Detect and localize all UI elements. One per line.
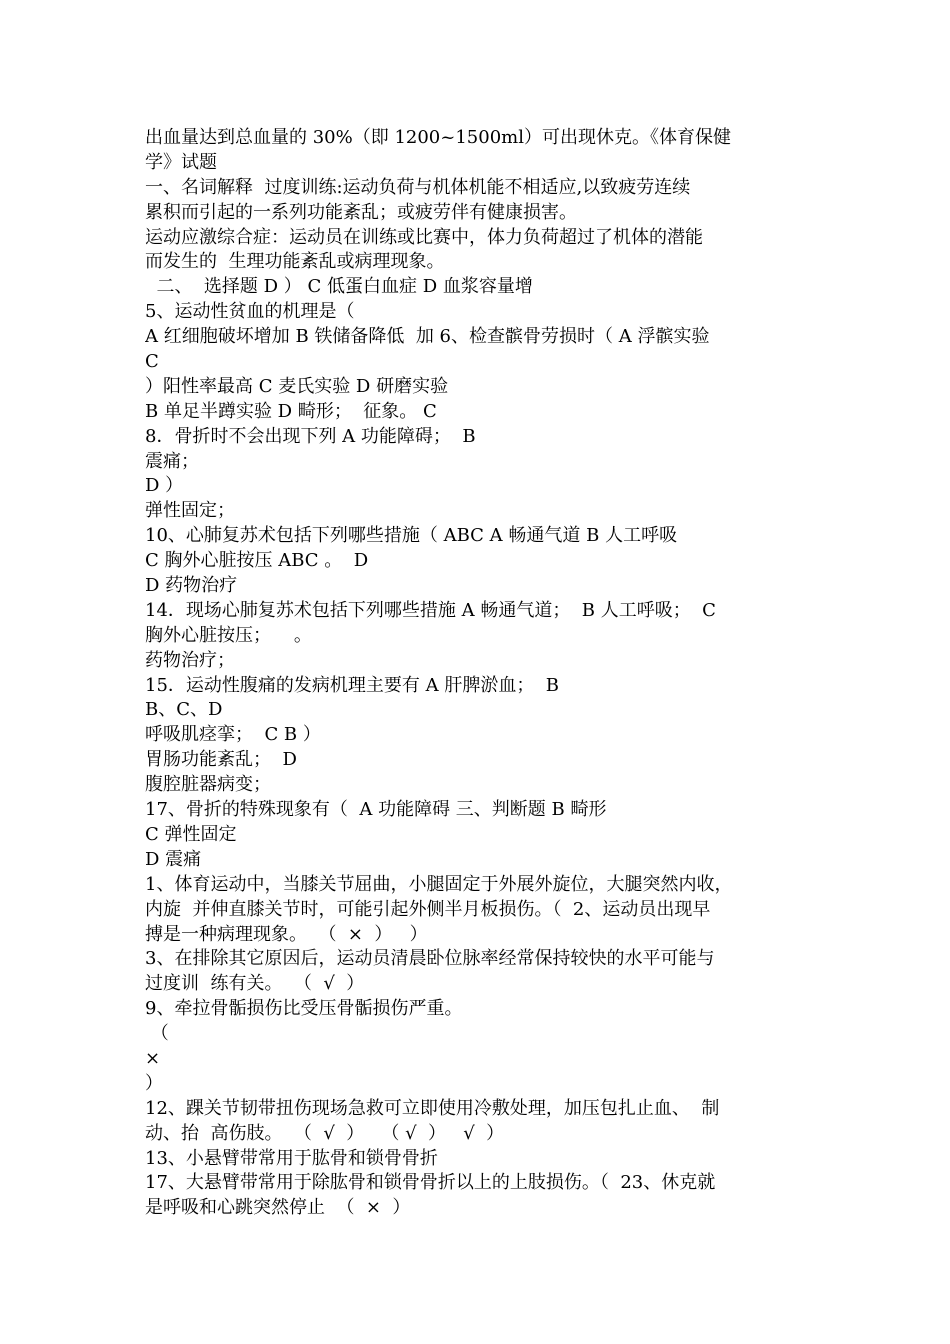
text-line: 累积而引起的一系列功能紊乱；或疲劳伴有健康损害。	[145, 201, 577, 223]
text-line: 内旋 并伸直膝关节时，可能引起外侧半月板损伤。（ 2、运动员出现早	[145, 898, 711, 920]
text-line: D 震痛	[145, 848, 202, 870]
text-line: 震痛；	[145, 450, 199, 472]
text-line: 胸外心脏按压； 。	[145, 624, 312, 646]
text-line: ）	[145, 1072, 163, 1094]
text-line: 弹性固定；	[145, 500, 235, 522]
text-line: 15．运动性腹痛的发病机理主要有 A 肝脾淤血； B	[145, 674, 560, 696]
text-line: 二、 选择题 D ） C 低蛋白血症 D 血浆容量增	[145, 276, 533, 298]
text-line: D ）	[145, 475, 184, 497]
text-line: C 胸外心脏按压 ABC 。 D	[145, 550, 369, 572]
text-line: 17、大悬臂带常用于除肱骨和锁骨骨折以上的上肢损伤。（ 23、休克就	[145, 1172, 716, 1194]
text-line: 胃肠功能紊乱； D	[145, 749, 297, 771]
text-line: 药物治疗；	[145, 649, 235, 671]
text-line: 3、在排除其它原因后，运动员清晨卧位脉率经常保持较快的水平可能与	[145, 948, 715, 970]
text-line: 是呼吸和心跳突然停止 （ × ）	[145, 1197, 411, 1219]
text-line: 呼吸肌痉挛； C B ）	[145, 724, 321, 746]
text-line: 腹腔脏器病变；	[145, 774, 271, 796]
text-line: 一、名词解释 过度训练:运动负荷与机体机能不相适应,以致疲劳连续	[145, 176, 691, 198]
text-line: C	[145, 351, 159, 373]
text-line: 出血量达到总血量的 30%（即 1200~1500ml）可出现休克。《体育保健	[145, 127, 731, 148]
text-line: ）阳性率最高 C 麦氏实验 D 研磨实验	[145, 375, 449, 397]
text-line: 17、骨折的特殊现象有（ A 功能障碍 三、判断题 B 畸形	[145, 799, 607, 821]
text-line: 8．骨折时不会出现下列 A 功能障碍； B	[145, 425, 476, 447]
text-line: 过度训 练有关。 （ √ ）	[145, 973, 365, 995]
text-line: 而发生的 生理功能紊乱或病理现象。	[145, 251, 445, 273]
text-line: 9、牵拉骨骺损伤比受压骨骺损伤严重。	[145, 998, 463, 1020]
document-page	[145, 126, 813, 1221]
text-line: C 弹性固定	[145, 823, 237, 845]
text-line: 运动应激综合症：运动员在训练或比赛中，体力负荷超过了机体的潜能	[145, 226, 703, 248]
text-line: 10、心肺复苏术包括下列哪些措施（ ABC A 畅通气道 B 人工呼吸	[145, 525, 678, 547]
text-line: 学》试题	[145, 151, 217, 173]
text-line: B 单足半蹲实验 D 畸形； 征象。 C	[145, 400, 437, 422]
text-line: ×	[145, 1047, 161, 1069]
text-line: 12、踝关节韧带扭伤现场急救可立即使用冷敷处理，加压包扎止血、 制	[145, 1097, 720, 1119]
text-line: 搏是一种病理现象。 （ × ） ）	[145, 923, 428, 945]
text-line: 1、体育运动中，当膝关节屈曲，小腿固定于外展外旋位，大腿突然内收，	[145, 873, 733, 895]
text-line: （	[145, 1023, 169, 1045]
text-line: D 药物治疗	[145, 575, 238, 597]
text-line: 5、运动性贫血的机理是（	[145, 301, 355, 323]
text-line: 13、小悬臂带常用于肱骨和锁骨骨折	[145, 1147, 438, 1169]
text-line: 14．现场心肺复苏术包括下列哪些措施 A 畅通气道； B 人工呼吸； C	[145, 599, 716, 621]
text-line: A 红细胞破坏增加 B 铁储备降低 加 6、检查髌骨劳损时（ A 浮髌实验	[145, 326, 710, 348]
text-line: 动、抬 高伤肢。 （ √ ） （ √ ） √ ）	[145, 1122, 505, 1144]
text-line: B、C、D	[145, 699, 223, 721]
